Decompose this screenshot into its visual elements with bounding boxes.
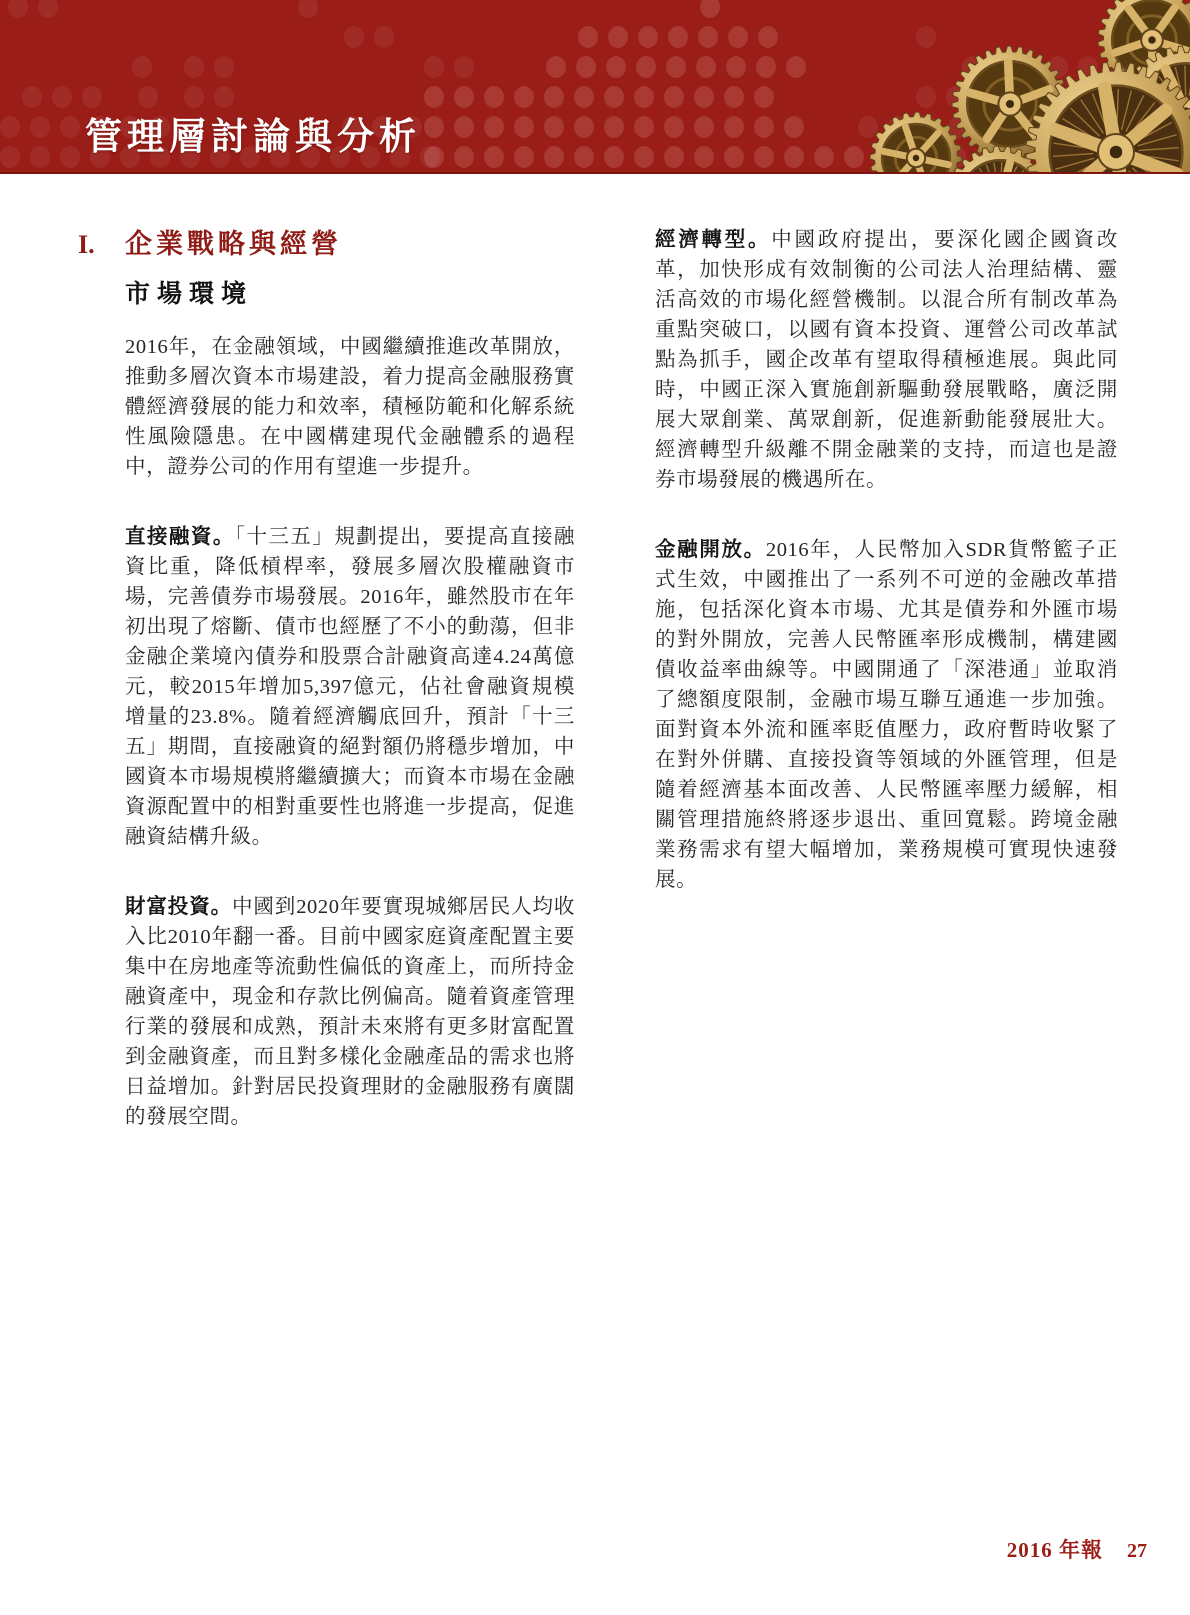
subsection-title: 市場環境 — [125, 281, 254, 308]
paragraph-text: 2016年，人民幣加入SDR貨幣籃子正式生效，中國推出了一系列不可逆的金融改革措施，包括深化資本市場、尤其是債券和外匯市場的對外開放，完善人民幣匯率形成機制，構建國債收益率曲線等。中國開通了「深港通」並取消了總額度限制，金融市場互聯互通進一步加強。面對資本外流和匯率貶值壓力，政府暫時收緊了在對外併購、直接投資等領域的外匯管理，但是隨着經濟基本面改善、人民幣匯率壓力緩解，相關管理措施終將逐步退出、重回寬鬆。跨境金融業務需求有望大幅增加，業務規模可實現快速發展。 — [655, 539, 1119, 891]
page-footer — [1007, 1534, 1147, 1564]
paragraph-market-environment — [125, 332, 575, 482]
paragraph-lead: 直接融資。 — [125, 526, 235, 548]
right-column — [655, 222, 1118, 1132]
paragraph-text: 中國到2020年要實現城鄉居民人均收入比2010年翻一番。目前中國家庭資產配置主要集中在房地產等流動性偏低的資產上，而所持金融資產中，現金和存款比例偏高。隨着資產管理行業的發展和成熟，預計未來將有更多財富配置到金融資產，而且對多樣化金融產品的需求也將日益增加。針對居民投資理財的金融服務有廣闊的發展空間。 — [125, 896, 575, 1128]
section-number: I. — [78, 230, 95, 259]
paragraph-direct-financing — [125, 522, 575, 852]
section-title: 企業戰略與經營 — [125, 229, 342, 259]
page-title: 管理層討論與分析 — [85, 117, 421, 158]
paragraph-financial-opening — [655, 535, 1118, 895]
paragraph-wealth-investment — [125, 892, 575, 1132]
paragraph-lead: 財富投資。 — [125, 896, 232, 918]
content-area — [78, 172, 1118, 1132]
paragraph-text: 「十三五」規劃提出，要提高直接融資比重，降低槓桿率，發展多層次股權融資市場，完善債券市場發展。2016年，雖然股市在年初出現了熔斷、債市也經歷了不小的動蕩，但非金融企業境內債券和股票合計融資高達4.24萬億元，較2015年增加5,397億元，佔社會融資規模增量的23.8%。隨着經濟觸底回升，預計「十三五」期間，直接融資的絕對額仍將穩步增加，中國資本市場規模將繼續擴大；而資本市場在金融資源配置中的相對重要性也將進一步提高，促進融資結構升級。 — [125, 526, 576, 848]
left-column — [78, 222, 575, 1132]
page-header — [0, 0, 1190, 174]
paragraph-lead: 金融開放。 — [655, 539, 766, 561]
paragraph-text: 2016年，在金融領域，中國繼續推進改革開放，推動多層次資本市場建設，着力提高金融服務實體經濟發展的能力和效率，積極防範和化解系統性風險隱患。在中國構建現代金融體系的過程中，證券公司的作用有望進一步提升。 — [125, 336, 575, 478]
paragraph-lead: 經濟轉型。 — [655, 229, 772, 251]
section-heading — [78, 222, 575, 261]
report-label: 2016 年報 — [1006, 1538, 1103, 1562]
paragraph-economic-transformation — [655, 222, 1118, 495]
paragraph-text: 中國政府提出，要深化國企國資改革，加快形成有效制衡的公司法人治理結構、靈活高效的市場化經營機制。以混合所有制改革為重點突破口，以國有資本投資、運營公司改革試點為抓手，國企改革有望取得積極進展。與此同時，中國正深入實施創新驅動發展戰略，廣泛開展大眾創業、萬眾創新，促進新動能發展壯大。經濟轉型升級離不開金融業的支持，而這也是證券市場發展的機遇所在。 — [655, 229, 1119, 491]
page-number: 27 — [1127, 1540, 1147, 1562]
